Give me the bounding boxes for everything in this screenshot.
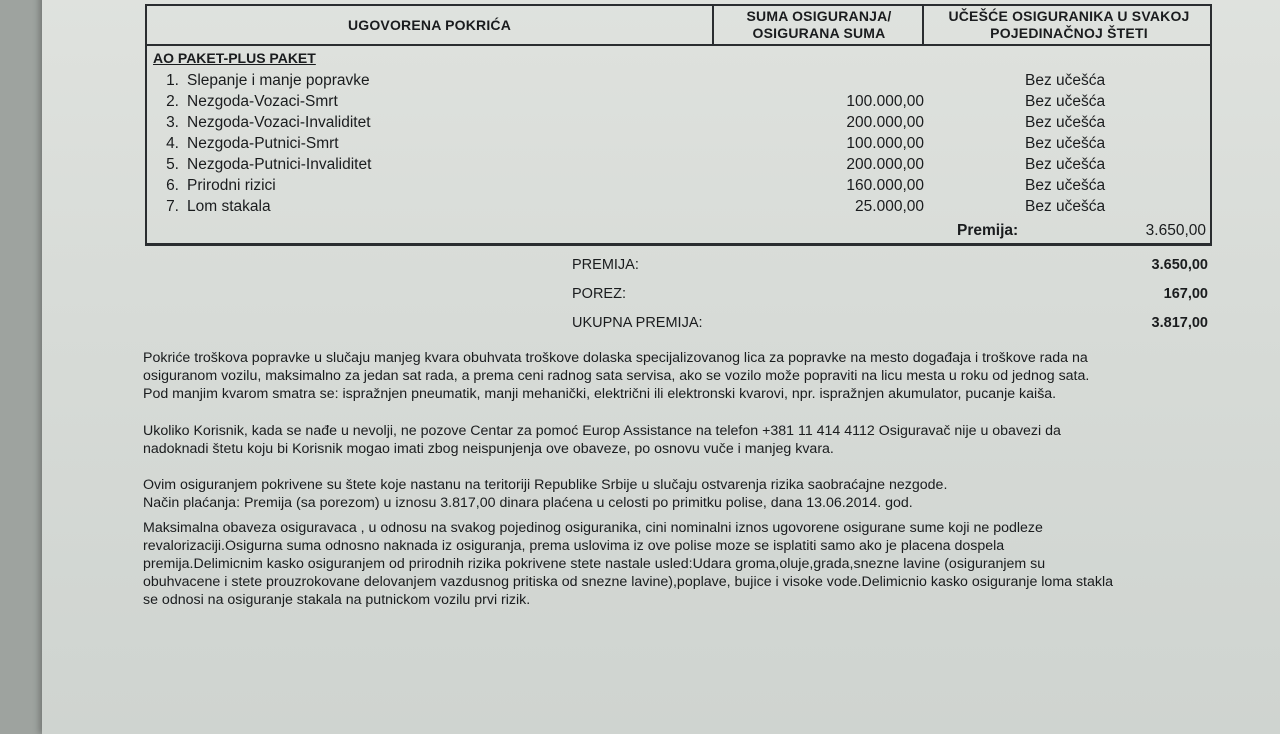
paragraph-line: osiguranom vozilu, maksimalno za jedan sat rada, a prema ceni radnog sata servisa, ako se vozilo može popraviti na licu mesta u roku od jednog sata. — [143, 368, 1090, 384]
row-number: 3. — [166, 114, 179, 131]
premija-value: 3.650,00 — [1151, 257, 1208, 273]
porez-label: POREZ: — [572, 286, 626, 302]
coverage-table — [145, 4, 1212, 246]
paragraph-line: obuhvacene i stete prouzrokovane delovanjem vazdusnog pritiska od snezne lavine),poplave, bujice i visoke vode.Delimicnio kasko osiguranje loma stakla — [143, 574, 1114, 590]
row-coverage: Nezgoda-Vozaci-Smrt — [187, 93, 338, 110]
table-row — [147, 198, 1210, 219]
row-coverage: Slepanje i manje popravke — [187, 72, 370, 89]
header-share-line1: UČEŠĆE OSIGURANIKA U SVAKOJ — [948, 8, 1190, 24]
row-participation: Bez učešća — [1025, 198, 1106, 215]
row-number: 6. — [166, 177, 179, 194]
paragraph-line: se odnosi na osiguranje stakala na putnickom vozilu prvi rizik. — [143, 592, 531, 608]
paragraph-line: Ovim osiguranjem pokrivene su štete koje nastanu na teritoriji Republike Srbije u slučaju ostvarenja rizika saobraćajne nezgode. — [143, 477, 948, 493]
row-participation: Bez učešća — [1025, 156, 1106, 173]
row-amount: 160.000,00 — [846, 177, 924, 194]
summary-ukupno — [572, 315, 1212, 337]
row-amount: 200.000,00 — [846, 114, 924, 131]
row-amount: 200.000,00 — [846, 156, 924, 173]
summary-premija — [572, 257, 1212, 279]
table-row — [147, 135, 1210, 156]
row-coverage: Lom stakala — [187, 198, 271, 215]
paragraph-obligations — [143, 519, 1223, 609]
paragraph-line: Pod manjim kvarom smatra se: ispražnjen pneumatik, manji mehanički, električni ili elektronski kvarovi, npr. ispražnjen akumulator, pucanje kaiša. — [143, 386, 1057, 402]
row-number: 7. — [166, 198, 179, 215]
summary-porez — [572, 286, 1212, 308]
header-sum-line2: OSIGURANA SUMA — [752, 25, 886, 41]
paragraph-line: Ukoliko Korisnik, kada se nađe u nevolji, ne pozove Centar za pomoć Europ Assistance na telefon +381 11 414 4112 Osiguravač nije u obavezi da — [143, 423, 1061, 439]
paragraph-line: Način plaćanja: Premija (sa porezom) u iznosu 3.817,00 dinara plaćena u celosti po primitku polise, dana 13.06.2014. god. — [143, 495, 913, 511]
row-amount: 100.000,00 — [846, 135, 924, 152]
row-coverage: Prirodni rizici — [187, 177, 276, 194]
row-amount: 25.000,00 — [855, 198, 924, 215]
paragraph-line: revalorizaciji.Osigurna suma odnosno naknada iz osiguranja, prema uslovima iz ove polise moze se isplatiti samo ako je placena dospela — [143, 538, 1005, 554]
row-coverage: Nezgoda-Putnici-Smrt — [187, 135, 339, 152]
row-number: 4. — [166, 135, 179, 152]
paragraph-line: Maksimalna obaveza osiguravaca , u odnosu na svakog pojedinog osiguranika, cini nominalni iznos ugovorene osigurane sume koji ne podleze — [143, 520, 1043, 536]
header-coverage: UGOVORENA POKRIĆA — [347, 16, 512, 33]
table-premium-row — [147, 222, 1210, 242]
header-sum-line1: SUMA OSIGURANJA/ — [746, 8, 892, 24]
row-participation: Bez učešća — [1025, 114, 1106, 131]
ukupno-value: 3.817,00 — [1151, 315, 1208, 331]
table-premium-label: Premija: — [957, 222, 1019, 239]
paragraph-line: premija.Delimicnim kasko osiguranjem od prirodnih rizika pokrivene stete nastale usled:Udara groma,oluje,grada,snezne lavine (osiguranjem su — [143, 556, 1046, 572]
table-row — [147, 93, 1210, 114]
row-participation: Bez učešća — [1025, 72, 1106, 89]
ukupno-label: UKUPNA PREMIJA: — [572, 315, 703, 331]
row-participation: Bez učešća — [1025, 177, 1106, 194]
row-amount: 100.000,00 — [846, 93, 924, 110]
header-sum — [712, 6, 924, 44]
table-premium-value: 3.650,00 — [1145, 222, 1206, 239]
paragraph-territory-payment — [143, 476, 1223, 512]
row-participation: Bez učešća — [1025, 135, 1106, 152]
table-row — [147, 177, 1210, 198]
header-share-line2: POJEDINAČNOJ ŠTETI — [990, 25, 1148, 41]
paragraph-line: Pokriće troškova popravke u slučaju manjeg kvara obuhvata troškove dolaska specijalizovanog lica za popravke na mesto događaja i troškove rada na — [143, 350, 1088, 366]
premija-label: PREMIJA: — [572, 257, 639, 273]
row-coverage: Nezgoda-Putnici-Invaliditet — [187, 156, 372, 173]
section-title: AO PAKET-PLUS PAKET — [153, 50, 316, 66]
table-row — [147, 114, 1210, 135]
row-participation: Bez učešća — [1025, 93, 1106, 110]
paragraph-line: nadoknadi štetu koju bi Korisnik mogao imati zbog neispunjenja ove obaveze, po osnovu vuče i manjeg kvara. — [143, 441, 834, 457]
row-coverage: Nezgoda-Vozaci-Invaliditet — [187, 114, 371, 131]
header-participation — [922, 6, 1214, 44]
paragraph-assistance — [143, 422, 1223, 458]
row-number: 1. — [166, 72, 179, 89]
table-row — [147, 156, 1210, 177]
table-row — [147, 72, 1210, 93]
paragraph-repair-coverage — [143, 349, 1223, 403]
row-number: 2. — [166, 93, 179, 110]
porez-value: 167,00 — [1163, 286, 1208, 302]
row-number: 5. — [166, 156, 179, 173]
table-header — [147, 6, 1210, 46]
